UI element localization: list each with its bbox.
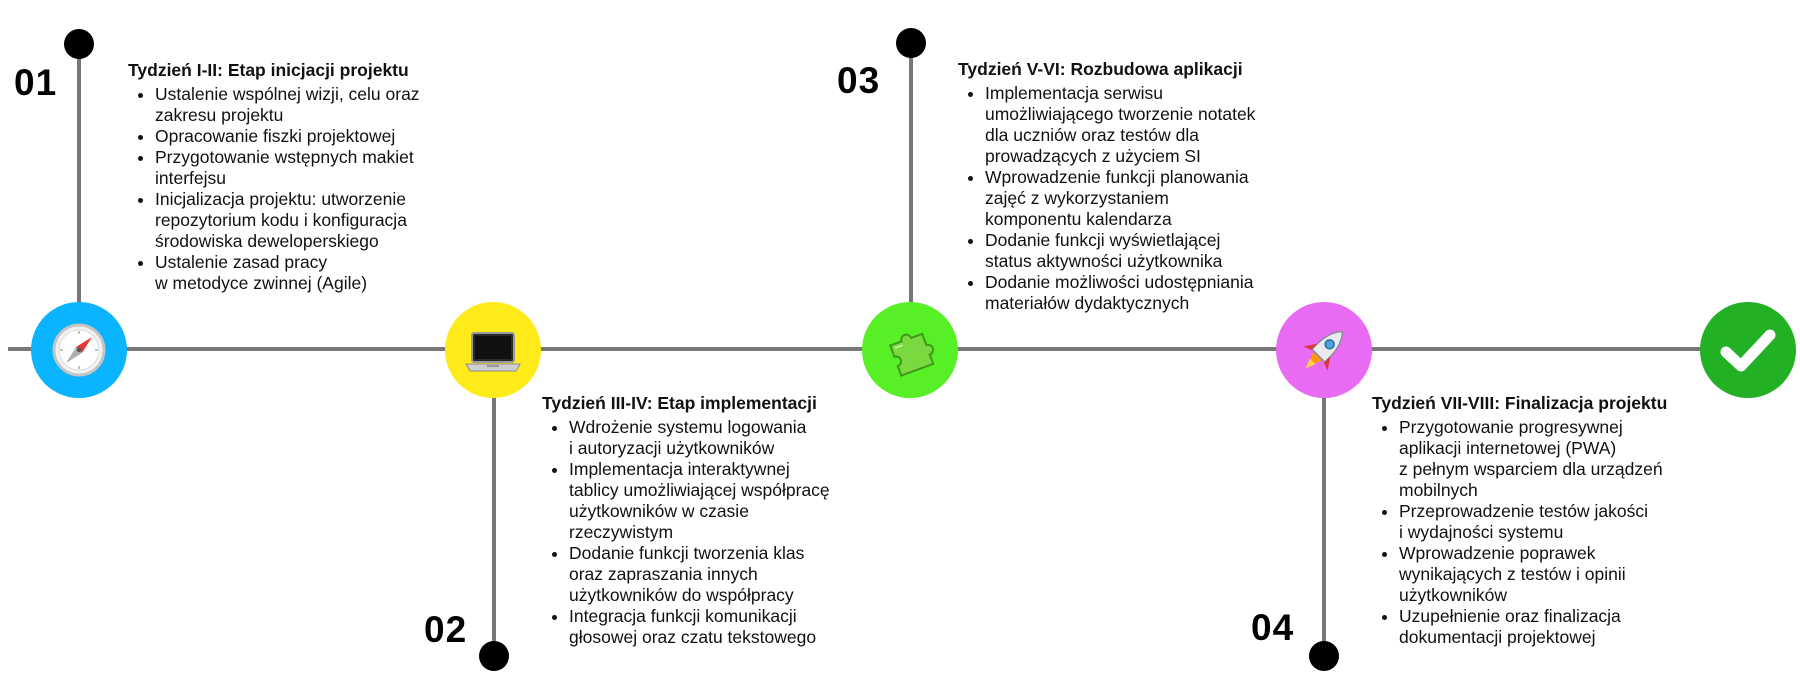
list-item: • Integracja funkcji komunikacji głosowej oraz czatu tekstowego (569, 606, 830, 648)
list-item: • Wdrożenie systemu logowania i autoryzacji użytkowników (569, 417, 830, 459)
list-item: • Przygotowanie progresywnej aplikacji internetowej (PWA) z pełnym wsparciem dla urządzeń mobilnych (1399, 417, 1667, 501)
list-item: • Uzupełnienie oraz finalizacja dokumentacji projektowej (1399, 606, 1667, 648)
phase-block-4 (1372, 393, 1667, 648)
node-phase-1 (31, 302, 127, 398)
rocket-icon (1276, 302, 1372, 398)
phase-list-4 (1372, 417, 1667, 648)
end-dot-phase-4 (1309, 641, 1339, 671)
node-phase-4 (1276, 302, 1372, 398)
list-item: • Ustalenie zasad pracy w metodyce zwinnej (Agile) (155, 252, 420, 294)
phase-block-3 (958, 59, 1255, 314)
list-item: • Dodanie możliwości udostępniania materiałów dydaktycznych (985, 272, 1255, 314)
phase-title-3: Tydzień V-VI: Rozbudowa aplikacji (958, 59, 1243, 79)
phase-title-1: Tydzień I-II: Etap inicjacji projektu (128, 60, 409, 80)
stem-phase-3 (909, 44, 913, 304)
end-dot-phase-2 (479, 641, 509, 671)
phase-block-1 (128, 60, 420, 294)
checkmark-icon (1700, 302, 1796, 398)
list-item: • Implementacja serwisu umożliwiającego tworzenie notatek dla uczniów oraz testów dla prowadzących z użyciem SI (985, 83, 1255, 167)
compass-icon (31, 302, 127, 398)
stem-phase-4 (1322, 392, 1326, 654)
phase-list-2 (542, 417, 830, 648)
phase-title-2: Tydzień III-IV: Etap implementacji (542, 393, 817, 413)
list-item: • Wprowadzenie poprawek wynikających z testów i opinii użytkowników (1399, 543, 1667, 606)
phase-number-3: 03 (837, 60, 881, 101)
end-dot-phase-3 (896, 28, 926, 58)
end-dot-phase-1 (64, 29, 94, 59)
list-item: • Wprowadzenie funkcji planowania zajęć z wykorzystaniem komponentu kalendarza (985, 167, 1255, 230)
end-node (1700, 302, 1796, 398)
phase-number-1: 01 (14, 62, 58, 103)
phase-number-4: 04 (1251, 607, 1295, 648)
stem-phase-2 (492, 392, 496, 654)
list-item: • Implementacja interaktywnej tablicy umożliwiającej współpracę użytkowników w czasie rzeczywistym (569, 459, 830, 543)
list-item: • Dodanie funkcji wyświetlającej status aktywności użytkownika (985, 230, 1255, 272)
node-phase-3 (862, 302, 958, 398)
puzzle-icon (862, 302, 958, 398)
laptop-icon (445, 302, 541, 398)
list-item: • Przeprowadzenie testów jakości i wydajności systemu (1399, 501, 1667, 543)
list-item: • Inicjalizacja projektu: utworzenie repozytorium kodu i konfiguracja środowiska deweloperskiego (155, 189, 420, 252)
list-item: • Dodanie funkcji tworzenia klas oraz zapraszania innych użytkowników do współpracy (569, 543, 830, 606)
node-phase-2 (445, 302, 541, 398)
list-item: • Opracowanie fiszki projektowej (155, 126, 420, 147)
phase-list-1 (128, 84, 420, 294)
phase-block-2 (542, 393, 830, 648)
list-item: • Ustalenie wspólnej wizji, celu oraz zakresu projektu (155, 84, 420, 126)
phase-list-3 (958, 83, 1255, 314)
phase-title-4: Tydzień VII-VIII: Finalizacja projektu (1372, 393, 1668, 413)
phase-number-2: 02 (424, 609, 468, 650)
list-item: • Przygotowanie wstępnych makiet interfejsu (155, 147, 420, 189)
stem-phase-1 (77, 44, 81, 304)
